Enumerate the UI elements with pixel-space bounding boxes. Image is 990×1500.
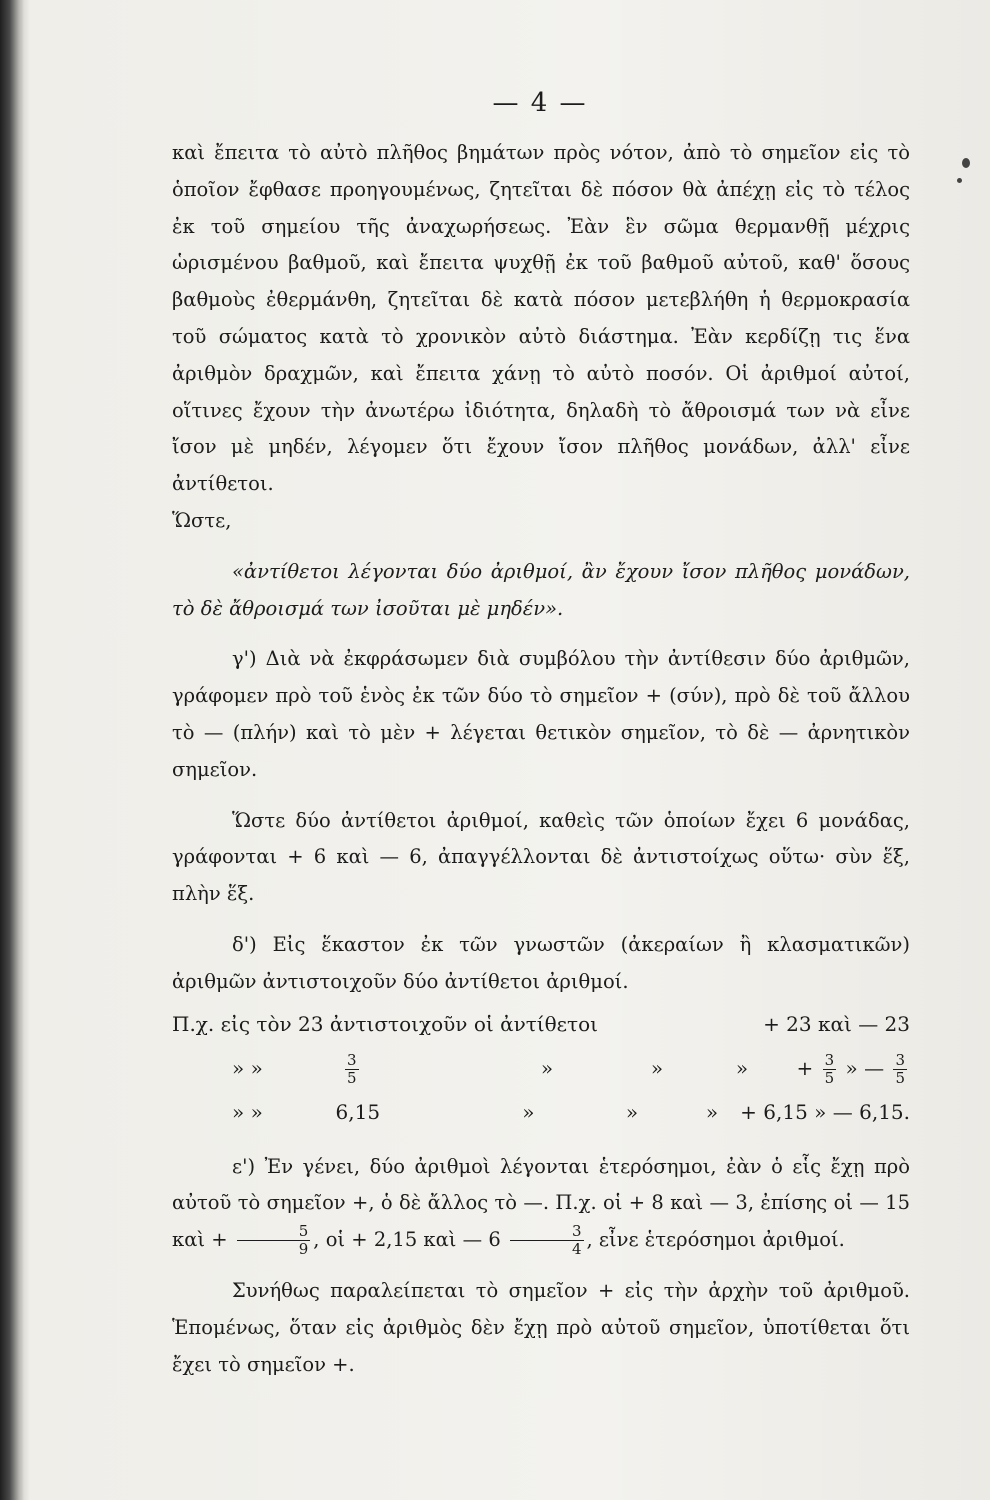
- ditto-mark: »: [650, 1056, 664, 1081]
- fraction: $\frac{3}{5}$: [895, 1051, 905, 1088]
- example-row: [172, 1003, 910, 1047]
- definition-quote: «ἀντίθετοι λέγονται δύο ἀριθμοί, ἂν ἔχουν ἴσον πλῆθος μονάδων, τὸ δὲ ἄθροισμά των ἰσοῦται μὲ μηδέν».: [172, 559, 910, 620]
- fraction: $\frac{3}{5}$: [824, 1051, 835, 1088]
- ditto-mark: »: [735, 1056, 749, 1081]
- text-body: [172, 135, 910, 1383]
- ditto-mark: »: [522, 1100, 535, 1125]
- paragraph-final: Συνήθως παραλείπεται τὸ σημεῖον + εἰς τὴν ἀρχὴν τοῦ ἀριθμοῦ. Ἑπομένως, ὅταν εἰς ἀριθμὸς δὲν ἔχῃ πρὸ αὐτοῦ σημεῖον, ὑποτίθεται ὅτι ἔχει τὸ σημεῖον +.: [172, 1278, 910, 1376]
- paragraph-epsilon: ε') Ἐν γένει, δύο ἀριθμοὶ λέγονται ἑτερόσημοι, ἐὰν ὁ εἷς ἔχῃ πρὸ αὐτοῦ τὸ σημεῖον +, ὁ δὲ ἄλλος τὸ —. Π.χ. οἱ + 8 καὶ — 3, ἐπίσης οἱ — 15 καὶ + $\frac{5}{9}$ , οἱ + 2,15 καὶ — 6 $\frac{3}{4}$ , εἶνε ἑτερόσημοι ἀριθμοί.: [172, 1154, 910, 1259]
- ditto-mark: »: [705, 1100, 719, 1125]
- fraction: $\frac{3}{4}$: [510, 1223, 584, 1258]
- paragraph-continued: καὶ ἔπειτα τὸ αὐτὸ πλῆθος βημάτων πρὸς νότον, ἀπὸ τὸ σημεῖον εἰς τὸ ὁποῖον ἔφθασε προηγουμένως, ζητεῖται δὲ πόσον θὰ ἀπέχῃ εἰς τὸ τέλος ἐκ τοῦ σημείου τῆς ἀναχωρήσεως. Ἐὰν ἓν σῶμα θερμανθῇ μέχρις ὡρισμένου βαθμοῦ, καὶ ἔπειτα ψυχθῇ ἐκ τοῦ βαθμοῦ αὐτοῦ, καθ' ὅσους βαθμοὺς ἐθερμάνθη, ζητεῖται δὲ κατὰ πόσον μετεβλήθη ἡ θερμοκρασία τοῦ σώματος κατὰ τὸ χρονικὸν αὐτὸ διάστημα. Ἐὰν κερδίζῃ τις ἕνα ἀριθμὸν δραχμῶν, καὶ ἔπειτα χάνῃ τὸ αὐτὸ ποσόν. Οἱ ἀριθμοί αὐτοί, οἵτινες ἔχουν τὴν ἀνωτέρω ἰδιότητα, δηλαδὴ τὸ ἄθροισμά των νὰ εἶνε ἴσον μὲ μηδέν, λέγομεν ὅτι ἔχουν ἴσον πλῆθος μονάδων, ἀλλ' εἶνε ἀντίθετοι.: [172, 141, 910, 496]
- ink-speck: [957, 178, 962, 183]
- paragraph-delta: δ') Εἰς ἕκαστον ἐκ τῶν γνωστῶν (ἀκεραίων ἢ κλασματικῶν) ἀριθμῶν ἀντιστοιχοῦν δύο ἀντίθετοι ἀριθμοί.: [172, 932, 910, 993]
- paragraph-gamma: γ') Διὰ νὰ ἐκφράσωμεν διὰ συμβόλου τὴν ἀντίθεσιν δύο ἀριθμῶν, γράφομεν πρὸ τοῦ ἑνὸς ἐκ τῶν δύο τὸ σημεῖον + (σύν), πρὸ δὲ τοῦ ἄλλου τὸ — (πλήν) καὶ τὸ μὲν + λέγεται θετικὸν σημεῖον, τὸ δὲ — ἀρνητικὸν σημεῖον.: [172, 647, 910, 781]
- ink-speck: [962, 158, 970, 168]
- paragraph-hoste: Ὥστε δύο ἀντίθετοι ἀριθμοί, καθεὶς τῶν ὁποίων ἔχει 6 μονάδας, γράφονται + 6 καὶ — 6, ἀπαγγέλλονται δὲ ἀντιστοίχως οὕτω· σὺν ἕξ, πλὴν ἕξ.: [172, 808, 910, 906]
- fraction: $\frac{3}{5}$: [347, 1051, 357, 1088]
- example-arg: 6,15: [335, 1100, 381, 1125]
- ditto-mark: »: [625, 1100, 639, 1125]
- example-row: [172, 1047, 910, 1091]
- example-lead: » »: [232, 1100, 263, 1125]
- example-result: + 23 καὶ — 23: [763, 1012, 910, 1037]
- paragraph-hoste-lead: Ὥστε,: [172, 508, 232, 532]
- page-number: — 4 —: [492, 88, 588, 118]
- example-row: [172, 1091, 910, 1135]
- fraction: $\frac{5}{9}$: [237, 1223, 311, 1258]
- examples-table: [172, 1003, 910, 1135]
- ditto-mark: »: [540, 1056, 554, 1081]
- example-result: + 6,15 » — 6,15.: [740, 1100, 911, 1125]
- binding-edge: [0, 0, 24, 1500]
- example-lead: » »: [232, 1056, 263, 1081]
- example-lead: Π.χ. εἰς τὸν 23 ἀντιστοιχοῦν οἱ ἀντίθετοι: [172, 1012, 598, 1037]
- example-result: + $\frac{3}{5}$ » — $\frac{3}{5}$: [796, 1051, 905, 1088]
- example-arg: [342, 1050, 492, 1087]
